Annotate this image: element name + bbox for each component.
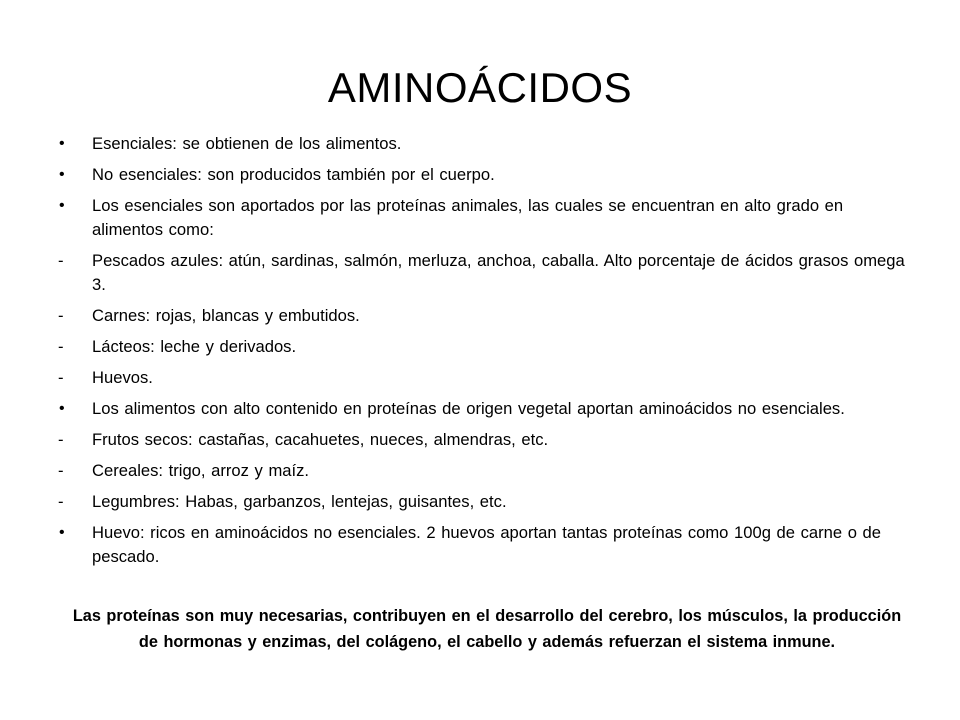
list-item [58,132,908,156]
list-item-text: Legumbres: Habas, garbanzos, lentejas, guisantes, etc. [92,492,507,511]
bullet-icon: • [59,166,65,183]
list-item-text: Carnes: rojas, blancas y embutidos. [92,306,360,325]
list-item-text: Lácteos: leche y derivados. [92,337,297,356]
list-item-text: Huevos. [92,368,153,387]
list-item-text: Frutos secos: castañas, cacahuetes, nueces, almendras, etc. [92,430,549,449]
list-item-text: Los alimentos con alto contenido en proteínas de origen vegetal aportan aminoácidos no esenciales. [92,399,845,418]
list-item-text: No esenciales: son producidos también por el cuerpo. [92,165,495,184]
dash-icon: - [58,492,64,511]
list-item [58,304,908,328]
list-item [58,335,908,359]
dash-icon: - [58,430,64,449]
dash-icon: - [58,337,64,356]
list-item [58,428,908,452]
list-item [58,366,908,390]
list-item [58,490,908,514]
dash-icon: - [58,251,64,270]
list-item-text: Cereales: trigo, arroz y maíz. [92,461,310,480]
bullet-icon: • [59,524,65,541]
list-item-text: Los esenciales son aportados por las proteínas animales, las cuales se encuentran en alto grado en alimentos como: [92,196,844,239]
content-list [58,132,908,576]
dash-icon: - [58,461,64,480]
summary-text: Las proteínas son muy necesarias, contribuyen en el desarrollo del cerebro, los músculos, la producción de hormonas y enzimas, del colágeno, el cabello y además refuerzan el sistema inmune. [72,607,902,651]
bullet-icon: • [59,197,65,214]
dash-icon: - [58,306,64,325]
slide-title: AMINOÁCIDOS [327,64,633,111]
list-item [58,459,908,483]
list-item [58,397,908,421]
bullet-icon: • [59,135,65,152]
list-item [58,521,908,569]
bullet-icon: • [59,400,65,417]
list-item [58,249,908,297]
list-item [58,194,908,242]
list-item-text: Pescados azules: atún, sardinas, salmón, merluza, anchoa, caballa. Alto porcentaje de ácidos grasos omega 3. [92,251,905,294]
dash-icon: - [58,368,64,387]
list-item-text: Esenciales: se obtienen de los alimentos. [92,134,402,153]
list-item [58,163,908,187]
list-item-text: Huevo: ricos en aminoácidos no esenciales. 2 huevos aportan tantas proteínas como 100g de carne o de pescado. [92,523,882,566]
